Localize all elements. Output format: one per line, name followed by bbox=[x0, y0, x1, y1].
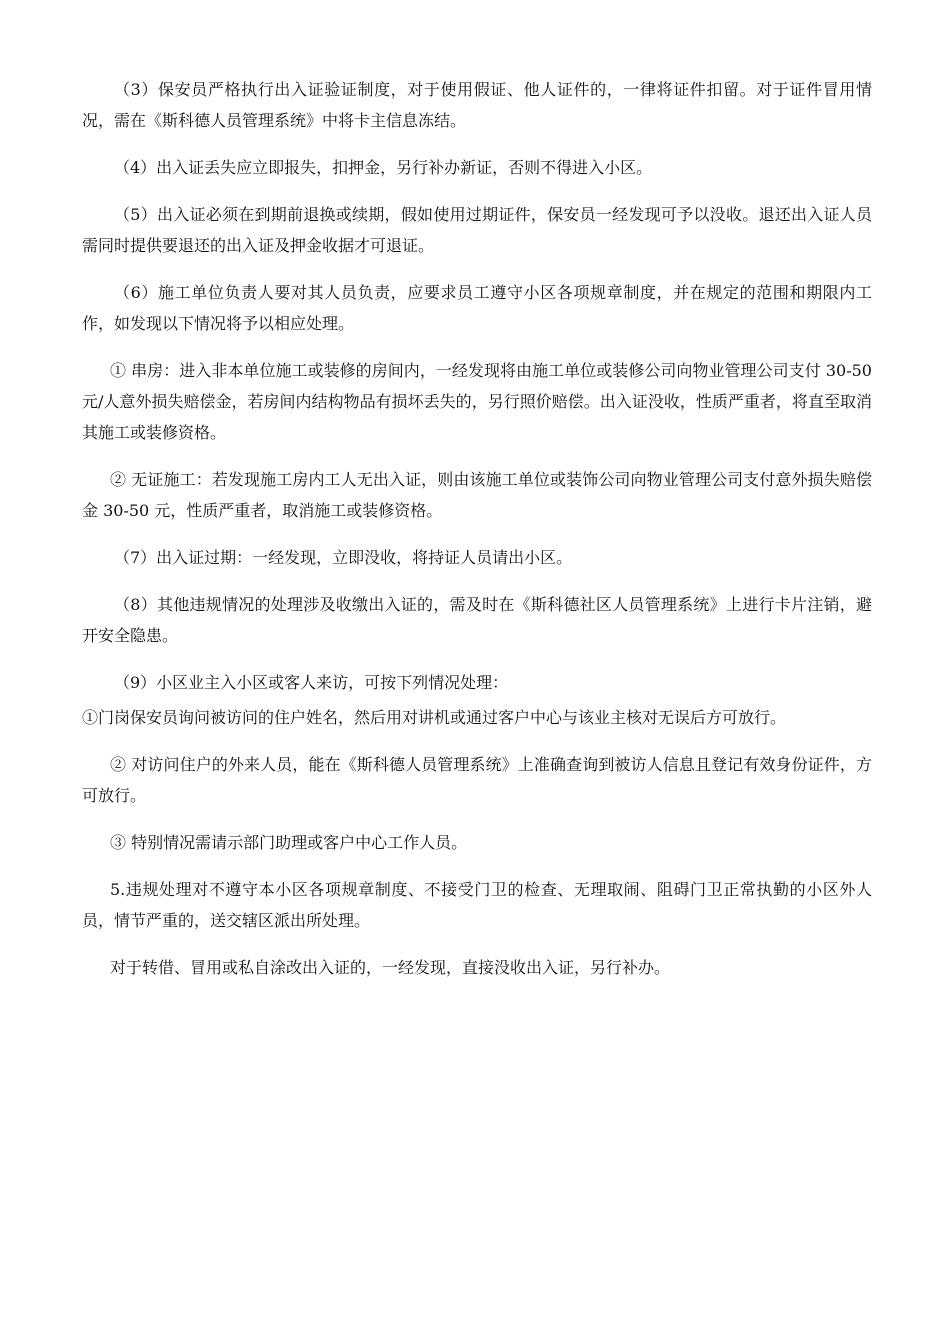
paragraph-8: （8）其他违规情况的处理涉及收缴出入证的，需及时在《斯科德社区人员管理系统》上进行卡片注销，避开安全隐患。 bbox=[82, 595, 872, 645]
paragraph-4: （4）出入证丢失应立即报失，扣押金，另行补办新证，否则不得进入小区。 bbox=[114, 158, 653, 177]
paragraph-9: （9）小区业主入小区或客人来访，可按下列情况处理： bbox=[114, 673, 509, 692]
paragraph-7: （7）出入证过期：一经发现，立即没收，将持证人员请出小区。 bbox=[114, 548, 573, 567]
document-page bbox=[82, 74, 872, 999]
closing-paragraph: 对于转借、冒用或私自涂改出入证的，一经发现，直接没收出入证，另行补办。 bbox=[110, 958, 671, 977]
paragraph-6: （6）施工单位负责人要对其人员负责，应要求员工遵守小区各项规章制度，并在规定的范围和期限内工作，如发现以下情况将予以相应处理。 bbox=[82, 283, 872, 333]
paragraph-5: （5）出入证必须在到期前退换或续期，假如使用过期证件，保安员一经发现可予以没收。退还出入证人员需同时提供要退还的出入证及押金收据才可退证。 bbox=[82, 205, 872, 255]
section-5-violation-handling: 5.违规处理对不遵守本小区各项规章制度、不接受门卫的检查、无理取闹、阻碍门卫正常执勤的小区外人员，情节严重的，送交辖区派出所处理。 bbox=[82, 880, 872, 930]
sub-item-2-wuzheng: ② 无证施工：若发现施工房内工人无出入证，则由该施工单位或装饰公司向物业管理公司支付意外损失赔偿金 30-50 元，性质严重者，取消施工或装修资格。 bbox=[82, 470, 872, 520]
visitor-item-2: ② 对访问住户的外来人员，能在《斯科德人员管理系统》上准确查询到被访人信息且登记有效身份证件，方可放行。 bbox=[82, 755, 872, 805]
visitor-item-3: ③ 特别情况需请示部门助理或客户中心工作人员。 bbox=[110, 833, 468, 852]
paragraph-3: （3）保安员严格执行出入证验证制度，对于使用假证、他人证件的，一律将证件扣留。对于证件冒用情况，需在《斯科德人员管理系统》中将卡主信息冻结。 bbox=[82, 80, 872, 130]
sub-item-1-chuanfang: ① 串房：进入非本单位施工或装修的房间内，一经发现将由施工单位或装修公司向物业管理公司支付 30-50 元/人意外损失赔偿金，若房间内结构物品有损坏丢失的，另行照价赔偿。出入证没收，性质严重者，将直至取消其施工或装修资格。 bbox=[82, 361, 872, 442]
visitor-item-1: ①门岗保安员询问被访问的住户姓名，然后用对讲机或通过客户中心与该业主核对无误后方可放行。 bbox=[82, 708, 787, 727]
